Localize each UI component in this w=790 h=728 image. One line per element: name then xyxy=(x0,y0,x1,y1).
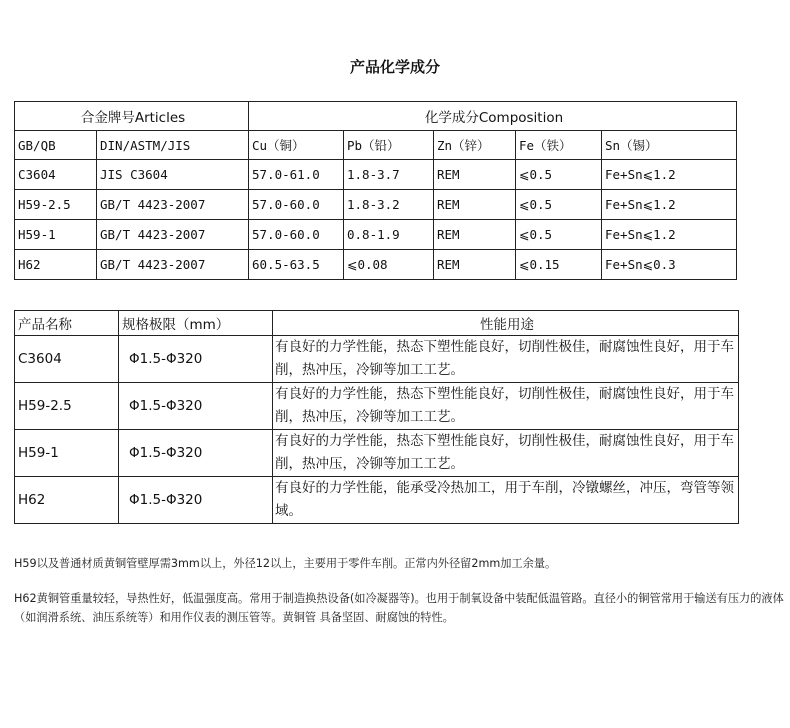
column-header: GB/QB xyxy=(15,131,97,160)
performance-use: 有良好的力学性能，热态下塑性能良好，切削性极佳，耐腐蚀性良好，用于车削，热冲压，冷铆等加工工艺。 xyxy=(273,430,739,477)
table-cell: REM xyxy=(434,190,516,220)
table-row xyxy=(15,250,737,280)
table-cell: GB/T 4423-2007 xyxy=(97,220,249,250)
column-header: Cu（铜） xyxy=(249,131,344,160)
page-title: 产品化学成分 xyxy=(349,58,440,76)
table-cell: GB/T 4423-2007 xyxy=(97,190,249,220)
table-cell: 60.5-63.5 xyxy=(249,250,344,280)
product-name: H59-1 xyxy=(15,430,119,477)
product-name: H59-2.5 xyxy=(15,383,119,430)
table-cell: C3604 xyxy=(15,160,97,190)
column-header: Zn（锌） xyxy=(434,131,516,160)
table-cell: H62 xyxy=(15,250,97,280)
table-cell: 57.0-61.0 xyxy=(249,160,344,190)
performance-use: 有良好的力学性能，热态下塑性能良好，切削性极佳，耐腐蚀性良好，用于车削，热冲压，冷铆等加工工艺。 xyxy=(273,336,739,383)
product-name: C3604 xyxy=(15,336,119,383)
spec-range: Φ1.5-Φ320 xyxy=(119,430,273,477)
table-row xyxy=(15,477,739,524)
table-cell: ⩽0.5 xyxy=(516,160,602,190)
table-row xyxy=(15,336,739,383)
column-header: 产品名称 xyxy=(15,311,119,336)
composition-table xyxy=(14,101,737,280)
table-cell: Fe+Sn⩽1.2 xyxy=(602,160,737,190)
column-header: DIN/ASTM/JIS xyxy=(97,131,249,160)
note-h62: H62黄铜管重量较轻，导热性好，低温强度高。常用于制造换热设备(如冷凝器等)。也用于制氧设备中装配低温管路。直径小的铜管常用于输送有压力的液体（如润滑系统、油压系统等）和用作仪表的测压管等。黄铜管 具备坚固、耐腐蚀的特性。 xyxy=(14,592,784,624)
column-header: Fe（铁） xyxy=(516,131,602,160)
column-header: 性能用途 xyxy=(273,311,739,336)
table-cell: 57.0-60.0 xyxy=(249,190,344,220)
table-cell: JIS C3604 xyxy=(97,160,249,190)
column-header: Pb（铅） xyxy=(344,131,434,160)
table-cell: 57.0-60.0 xyxy=(249,220,344,250)
product-name: H62 xyxy=(15,477,119,524)
table-row xyxy=(15,383,739,430)
table-cell: REM xyxy=(434,250,516,280)
header-articles: 合金牌号Articles xyxy=(15,102,249,131)
column-header: 规格极限（mm） xyxy=(119,311,273,336)
table-cell: ⩽0.5 xyxy=(516,220,602,250)
table-row xyxy=(15,430,739,477)
table-cell: GB/T 4423-2007 xyxy=(97,250,249,280)
table-cell: 0.8-1.9 xyxy=(344,220,434,250)
spec-range: Φ1.5-Φ320 xyxy=(119,383,273,430)
table-cell: 1.8-3.2 xyxy=(344,190,434,220)
table-cell: ⩽0.08 xyxy=(344,250,434,280)
table-cell: REM xyxy=(434,220,516,250)
note-h59: H59以及普通材质黄铜管壁厚需3mm以上，外径12以上，主要用于零件车削。正常内外径留2mm加工余量。 xyxy=(14,557,557,570)
table-row xyxy=(15,220,737,250)
column-header: Sn（锡） xyxy=(602,131,737,160)
table-cell: ⩽0.15 xyxy=(516,250,602,280)
performance-use: 有良好的力学性能，热态下塑性能良好，切削性极佳，耐腐蚀性良好，用于车削，热冲压，冷铆等加工工艺。 xyxy=(273,383,739,430)
table-row xyxy=(15,160,737,190)
performance-use: 有良好的力学性能，能承受冷热加工，用于车削，冷镦螺丝，冲压，弯管等领域。 xyxy=(273,477,739,524)
table-cell: H59-2.5 xyxy=(15,190,97,220)
table-row xyxy=(15,190,737,220)
table-cell: H59-1 xyxy=(15,220,97,250)
spec-range: Φ1.5-Φ320 xyxy=(119,477,273,524)
table-cell: REM xyxy=(434,160,516,190)
spec-range: Φ1.5-Φ320 xyxy=(119,336,273,383)
table-cell: 1.8-3.7 xyxy=(344,160,434,190)
properties-table xyxy=(14,310,739,524)
table-cell: Fe+Sn⩽1.2 xyxy=(602,220,737,250)
table-cell: ⩽0.5 xyxy=(516,190,602,220)
table-cell: Fe+Sn⩽0.3 xyxy=(602,250,737,280)
table-cell: Fe+Sn⩽1.2 xyxy=(602,190,737,220)
header-composition: 化学成分Composition xyxy=(249,102,737,131)
